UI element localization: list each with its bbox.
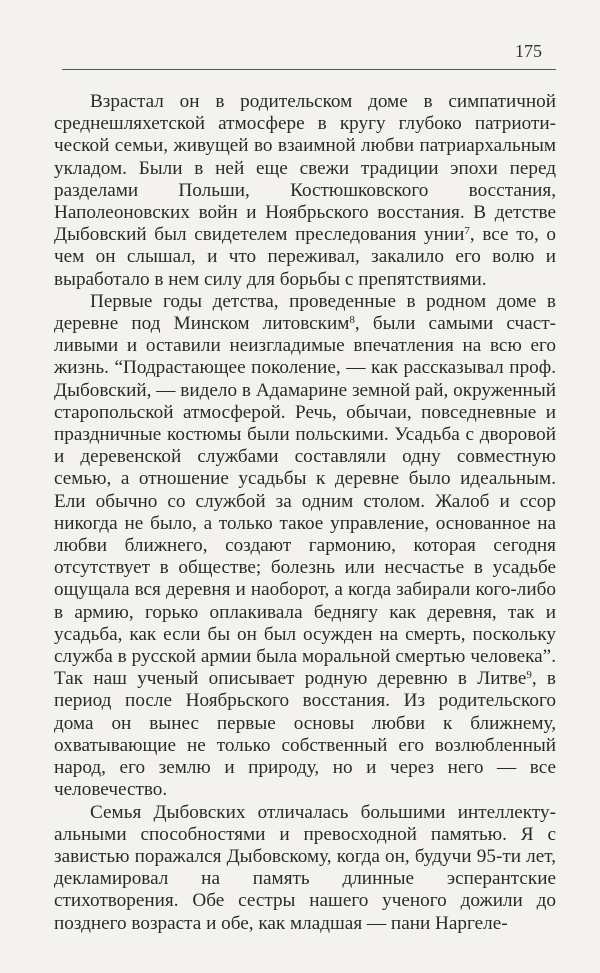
paragraph-2 (54, 291, 556, 802)
paragraph-2-text-a: Первые годы детства, проведенные в родном доме в деревне под Минском литовским (54, 290, 556, 335)
footnote-ref-9: 9 (526, 669, 532, 682)
paragraph-1-text-b: , все то, о чем он слышал, и что переживал, закалило его волю и выработало в нем силу для борьбы с препятствиями. (54, 224, 556, 290)
paragraph-2-text-c: , в период после Ноябрьского восстания. Из родительского дома он вынес первые основы любви к ближнему, охватывающие не только собственный его возлюбленный народ, его землю и природу, но и через него — все человечество. (54, 668, 556, 801)
paragraph-3-text: Семья Дыбовских отличалась большими интеллектуальными способностями и превосходной памятью. Я с завистью поражался Дыбовскому, когда он, будучи 95-ти лет, декламировал на память длинные эсперантские стихотворения. Обе сестры нашего ученого дожили до позднего возраста и обе, как младшая — пани Наргеле- (54, 801, 556, 934)
header-rule (62, 69, 556, 70)
page-number: 175 (515, 41, 542, 61)
paragraph-2-text-b: , были самыми счастливыми и оставили неизгладимые впечатления на всю его жизнь. “Подрастающее поколение, — как рассказывал проф. Дыбовский, — видело в Адамарине земной рай, окруженный старопольской атмосферой. Речь, обычаи, повседневные и праздничные костюмы были польскими. Усадьба с дворовой и деревенской службами составляли одну совместную семью, а отношение усадьбы к деревне было идеальным. Ели обычно со службой за одним столом. Жалоб и ссор никогда не было, а только такое управление, основанное на любви ближнего, создают гармонию, которая сегодня отсутствует в обществе; болезнь или несчастье в усадьбе ощущала вся деревня и наоборот, а когда забирали кого-либо в армию, горько оплакивала беднягу как деревня, так и усадьба, как если бы он был осужден на смерть, поскольку служба в русской армии была моральной смертью человека”. Так наш ученый описывает родную деревню в Литве (54, 313, 556, 690)
paragraph-1 (54, 91, 556, 291)
paragraph-1-text-a: Взрастал он в родительском доме в симпатичной среднешляхетской атмосфере в кругу глубоко патриотической семьи, живущей во взаимной любви патриархальным укладом. Были в ней еще свежи традиции эпохи перед разделами Польши, Костюшковского восстания, Наполеоновских войн и Ноябрьского восстания. В детстве Дыбовский был свидетелем преследования унии (54, 91, 556, 246)
footnote-ref-7: 7 (464, 225, 470, 238)
paragraph-3 (54, 802, 556, 935)
body-text (54, 91, 556, 935)
footnote-ref-8: 8 (349, 313, 355, 326)
